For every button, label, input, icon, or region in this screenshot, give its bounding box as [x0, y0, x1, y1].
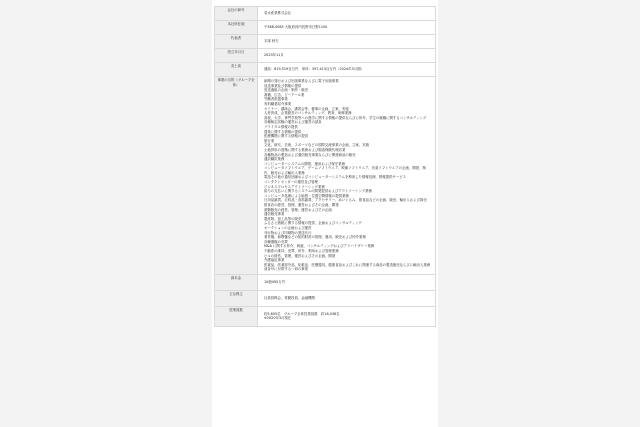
value-line: M&A に関する仲介、斡旋、コンサルティングおよびアドバイザリー業務: [264, 244, 375, 249]
table-row: [215, 63, 436, 77]
value-line: 放送番組の企画・制作・販売: [264, 88, 309, 93]
value-line: 約5,605名 グループ全体従業員数 約16,436名: [264, 311, 340, 316]
value-line: 各種債権の売買: [264, 239, 288, 244]
value-line: 2023年11月: [264, 53, 284, 58]
value-line: 文化、研究、芸術、スポーツなどの国際交流事業の企画、立案、実施: [264, 143, 369, 148]
value-line: 旅行業: [264, 138, 275, 143]
row-label: 主な株主: [215, 290, 258, 306]
value-line: 土地併用の建築に関する業務および損害保険代理店業: [264, 147, 346, 152]
value-line: 木塚 秋夫: [264, 39, 279, 44]
value-line: コンピュータソフトウエア、ゲームソフトウエア、映像ソフトウエア、音楽ソフトウエアの企画、開発、制作、販売および輸出入業務: [264, 166, 426, 175]
row-value: [258, 35, 436, 49]
value-line: 給与の支払いに関するシステムの開発提供およびアウトソーシング業務: [264, 189, 372, 194]
value-line: 若水産業株式会社: [264, 11, 292, 16]
row-label: 資本金: [215, 274, 258, 290]
company-info-table: [214, 6, 436, 327]
table-row: [215, 7, 436, 21]
value-line: 高校、大学、専門学校等への進学に関する情報の提供ならびに仲介、学生の就職に関するコンサルティング: [264, 115, 427, 120]
value-line: 刊行物および印刷物の発送代行: [264, 230, 312, 235]
table-row: [215, 306, 436, 326]
table-row: [215, 77, 436, 275]
value-line: ふるさと納税に関する情報の提供、企画およびコンサルティング: [264, 221, 362, 226]
value-line: 医薬品、医薬部外品、化粧品、医療器具、健康食品およびこれに関連する商品の製造販売ならびに輸出入業務: [264, 262, 431, 267]
value-line: コンピューターシステムの開発、運用および保守業務: [264, 161, 345, 166]
value-line: 農業に関する情報の提供: [264, 129, 302, 134]
value-line: オークションの企画および運営: [264, 226, 312, 230]
row-value: [258, 7, 436, 21]
table-row: [215, 290, 436, 306]
value-line: 電話その他の通信回線およびコンピューターシステムを利用した情報処理、情報提供サービス: [264, 175, 406, 180]
value-line: 10億450万円: [264, 280, 285, 285]
row-value: [258, 306, 436, 326]
table-row: [215, 35, 436, 49]
value-line: 著作権、商標権などの知的財産の管理、運用、販売および仲介業務: [264, 235, 366, 240]
value-line: 飲食店の経営、管理、運営およびその企画、開発: [264, 203, 339, 208]
row-label: 事業の目的（グループ全体）: [215, 77, 258, 275]
value-line: 医療機関に関する情報の提供: [264, 134, 309, 139]
value-line: 通信販売事業: [264, 212, 285, 217]
row-value: [258, 274, 436, 290]
row-value: [258, 21, 436, 35]
value-line: 各種検定試験の運営および運営の請負: [264, 120, 322, 125]
value-line: ※2020年3月現在: [264, 316, 292, 321]
value-line: コンピュータ処理による地図・位置空間情報の提供業務: [264, 193, 349, 198]
value-line: 前各号に付帯する一切の事業: [264, 267, 309, 272]
value-line: 新聞の発行および出版事業ならびに電子出版事業: [264, 79, 339, 83]
value-line: 日用品雑貨、衣料品・食料雑貨、アクセサリー、ぬいぐるみ、飲食品などの企画、販売、輸出入および卸売: [264, 198, 427, 203]
value-line: ブライダル情報の提供: [264, 124, 298, 129]
table-row: [215, 21, 436, 35]
table-row: [215, 49, 436, 63]
value-line: 通訳翻訳業務: [264, 157, 285, 162]
value-line: 労働者派遣事業: [264, 97, 288, 102]
value-line: ビルの経営、管理、運営およびその企画、開発: [264, 253, 336, 258]
value-line: 各種物品の製造および通信販売事業ならびに関連商品の販売: [264, 152, 356, 157]
row-label: 代表者: [215, 35, 258, 49]
row-label: 売上高: [215, 63, 258, 77]
value-line: 書籍、広告、ピーアール業: [264, 92, 305, 97]
value-line: セミナー、講演会、講習会等、催事の企画、立案、実施: [264, 106, 349, 111]
value-line: 放送事業及び情報の提供: [264, 83, 302, 88]
row-label: 設立年月日: [215, 49, 258, 63]
row-value: [258, 63, 436, 77]
row-value: [258, 77, 436, 275]
value-line: ビジネスプロセスアウトソーシング業務: [264, 184, 325, 189]
value-line: 有料職業紹介事業: [264, 101, 292, 106]
value-line: 連結：619,519百万円 単体：397,413百万円（2024年3月期）: [264, 67, 364, 72]
value-line: 社員持株会、常勤役員、金融機関: [264, 296, 315, 301]
value-line: 〒586-0065 大阪府河内長野市日野1100: [264, 25, 328, 30]
value-line: 農産物、加工品等の販売: [264, 216, 302, 221]
row-value: [258, 290, 436, 306]
value-line: 不動産の維持、売買、仲介、利用および管理業務: [264, 248, 339, 253]
table-row: [215, 274, 436, 290]
row-label: 従業員数: [215, 306, 258, 326]
value-line: 人材育成、企業経営のコンサルティング、教育、研修業務: [264, 111, 352, 116]
value-line: コンタクトセンターの運営及び管理: [264, 180, 318, 185]
row-label: 本社所在地: [215, 21, 258, 35]
value-line: 介護福祉事業: [264, 258, 285, 263]
row-label: 会社の商号: [215, 7, 258, 21]
value-line: 酒類販売の経営、管理、運営およびその企画: [264, 207, 332, 212]
row-value: [258, 49, 436, 63]
